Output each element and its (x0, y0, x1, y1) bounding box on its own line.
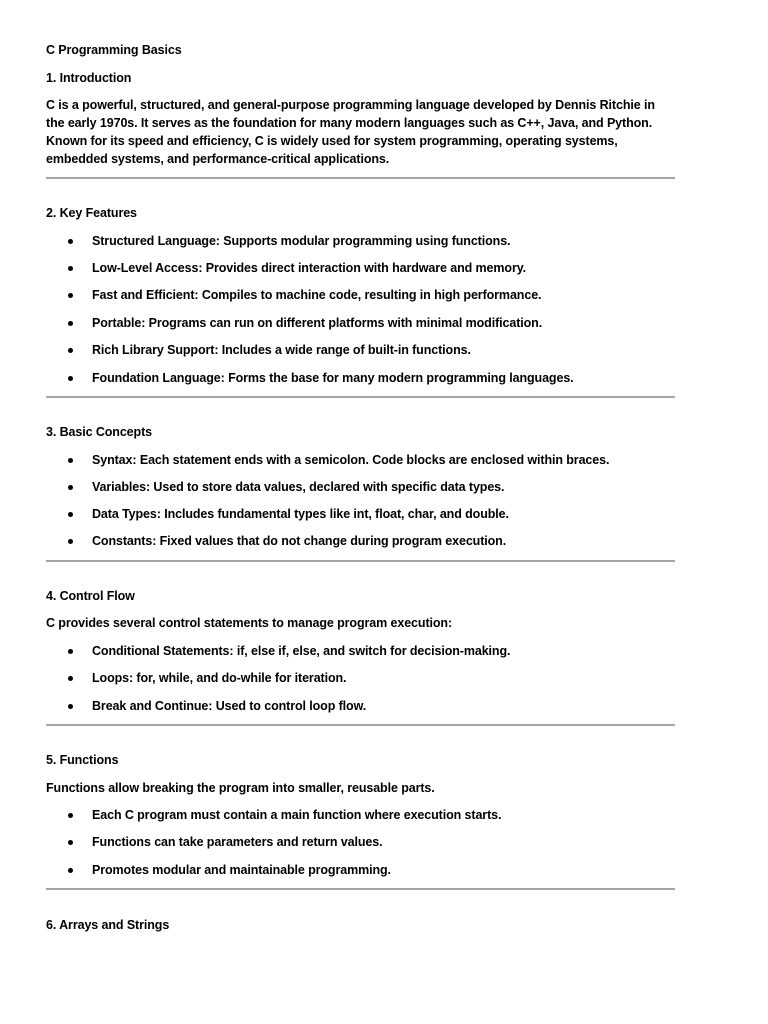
bullet-icon (68, 676, 73, 681)
bullet-icon (68, 840, 73, 845)
list-item-text: Rich Library Support: Includes a wide range of built-in functions. (92, 343, 471, 357)
control-flow-intro: C provides several control statements to manage program execution: (46, 616, 453, 630)
bullet-icon (68, 239, 73, 244)
list-item-text: Syntax: Each statement ends with a semicolon. Code blocks are enclosed within braces. (92, 453, 610, 467)
section-divider (46, 560, 675, 562)
list-item-text: Portable: Programs can run on different platforms with minimal modification. (92, 316, 543, 330)
list-item-text: Fast and Efficient: Compiles to machine code, resulting in high performance. (92, 288, 542, 302)
bullet-icon (68, 348, 73, 353)
list-item-text: Low-Level Access: Provides direct interaction with hardware and memory. (92, 261, 527, 275)
list-item-text: Functions can take parameters and return values. (92, 835, 383, 849)
list-item-text: Foundation Language: Forms the base for many modern programming languages. (92, 371, 574, 385)
bullet-icon (68, 539, 73, 544)
document-title: C Programming Basics (46, 43, 182, 57)
list-item-text: Promotes modular and maintainable programming. (92, 863, 391, 877)
section-divider (46, 724, 675, 726)
bullet-icon (68, 649, 73, 654)
introduction-paragraph: C is a powerful, structured, and general-purpose programming language developed by Dennis Ritchie in the early 1970s. It serves as the foundation for many modern languages such as C++, Java, and Python. Known for its speed and efficiency, C is widely used for system programming, operating systems, embedded systems, and performance-critical applications. (46, 98, 655, 166)
list-item-text: Loops: for, while, and do-while for iteration. (92, 671, 347, 685)
section-heading-functions: 5. Functions (46, 753, 119, 767)
section-heading-arrays-and-strings: 6. Arrays and Strings (46, 918, 170, 932)
list-item-text: Structured Language: Supports modular programming using functions. (92, 234, 511, 248)
bullet-icon (68, 704, 73, 709)
list-item-text: Each C program must contain a main function where execution starts. (92, 808, 502, 822)
bullet-icon (68, 458, 73, 463)
list-item-text: Variables: Used to store data values, declared with specific data types. (92, 480, 505, 494)
functions-intro: Functions allow breaking the program into smaller, reusable parts. (46, 781, 435, 795)
section-heading-basic-concepts: 3. Basic Concepts (46, 425, 152, 439)
section-divider (46, 888, 675, 890)
list-item-text: Data Types: Includes fundamental types like int, float, char, and double. (92, 507, 509, 521)
bullet-icon (68, 813, 73, 818)
section-heading-key-features: 2. Key Features (46, 206, 137, 220)
bullet-icon (68, 321, 73, 326)
bullet-icon (68, 293, 73, 298)
section-divider (46, 177, 675, 179)
list-item-text: Conditional Statements: if, else if, else, and switch for decision-making. (92, 644, 511, 658)
section-divider (46, 396, 675, 398)
list-item-text: Break and Continue: Used to control loop flow. (92, 699, 367, 713)
section-heading-control-flow: 4. Control Flow (46, 589, 135, 603)
list-item-text: Constants: Fixed values that do not change during program execution. (92, 534, 507, 548)
bullet-icon (68, 376, 73, 381)
section-heading-introduction: 1. Introduction (46, 71, 132, 85)
bullet-icon (68, 266, 73, 271)
bullet-icon (68, 485, 73, 490)
bullet-icon (68, 512, 73, 517)
bullet-icon (68, 868, 73, 873)
